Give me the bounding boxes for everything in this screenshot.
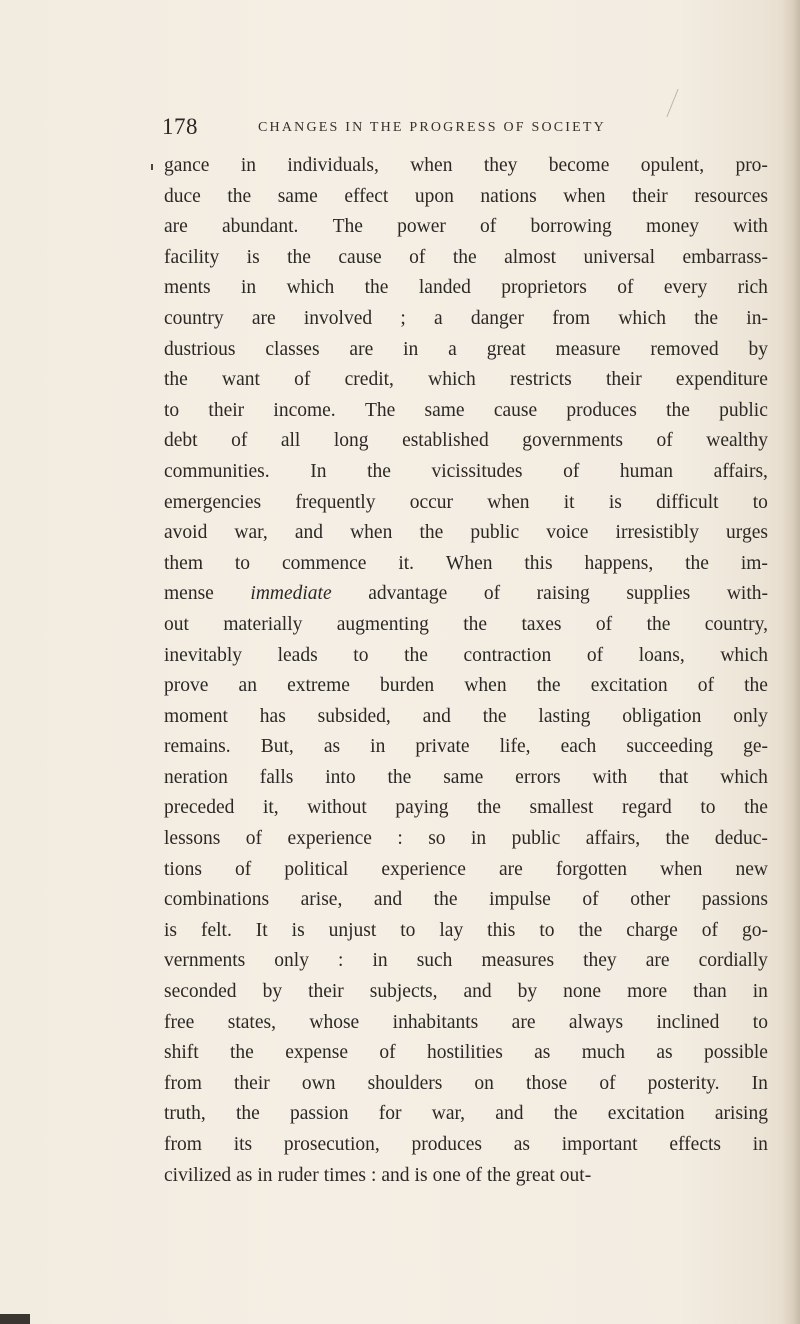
- text-line: facility is the cause of the almost universal embarrass-: [164, 246, 768, 268]
- text-line: communities. In the vicissitudes of human affairs,: [164, 460, 768, 482]
- text-line: mense immediate advantage of raising supplies with-: [164, 583, 768, 605]
- text-line: neration falls into the same errors with that which: [164, 766, 768, 788]
- text-line: them to commence it. When this happens, the im-: [164, 552, 768, 574]
- text-line: are abundant. The power of borrowing money with: [164, 216, 768, 238]
- text-line: gance in individuals, when they become opulent, pro-: [164, 155, 768, 176]
- text-line: duce the same effect upon nations when their resources: [164, 185, 768, 207]
- text-line: dustrious classes are in a great measure removed by: [164, 338, 768, 360]
- page-number: 178: [162, 114, 198, 139]
- text-line: truth, the passion for war, and the excitation arising: [164, 1103, 768, 1125]
- text-line: seconded by their subjects, and by none more than in: [164, 981, 768, 1003]
- text-line: country are involved ; a danger from which the in-: [164, 307, 768, 329]
- text-line: vernments only : in such measures they are cordially: [164, 950, 768, 972]
- text-line: the want of credit, which restricts their expenditure: [164, 369, 768, 391]
- text-line: debt of all long established governments of wealthy: [164, 430, 768, 452]
- scan-corner-mark: [0, 1314, 30, 1324]
- text-line: lessons of experience : so in public affairs, the deduc-: [164, 828, 768, 850]
- text-line: shift the expense of hostilities as much as possible: [164, 1042, 768, 1064]
- text-line: preceded it, without paying the smallest regard to the: [164, 797, 768, 819]
- running-head: [162, 114, 682, 146]
- margin-tick-mark: [151, 164, 153, 170]
- running-head-title: CHANGES IN THE PROGRESS OF SOCIETY: [258, 120, 606, 135]
- text-line: prove an extreme burden when the excitation of the: [164, 675, 768, 697]
- text-line: civilized as in ruder times : and is one of the great out-: [164, 1164, 592, 1186]
- text-line: tions of political experience are forgotten when new: [164, 858, 768, 880]
- text-line: moment has subsided, and the lasting obligation only: [164, 705, 768, 727]
- text-line: from its prosecution, produces as important effects in: [164, 1134, 768, 1155]
- pencil-mark: [666, 89, 678, 117]
- page-edge-shadow: [782, 0, 800, 1324]
- text-line: avoid war, and when the public voice irresistibly urges: [164, 522, 768, 544]
- body-text: [164, 151, 768, 1191]
- text-line: ments in which the landed proprietors of every rich: [164, 277, 768, 299]
- text-line: to their income. The same cause produces the public: [164, 399, 768, 421]
- text-line: free states, whose inhabitants are always inclined to: [164, 1011, 768, 1033]
- text-line: remains. But, as in private life, each succeeding ge-: [164, 736, 768, 758]
- text-line: combinations arise, and the impulse of other passions: [164, 889, 768, 911]
- text-line: emergencies frequently occur when it is difficult to: [164, 491, 768, 513]
- text-line: out materially augmenting the taxes of the country,: [164, 613, 768, 635]
- text-line: from their own shoulders on those of posterity. In: [164, 1072, 768, 1094]
- text-line: is felt. It is unjust to lay this to the charge of go-: [164, 919, 768, 941]
- text-line: inevitably leads to the contraction of loans, which: [164, 644, 768, 666]
